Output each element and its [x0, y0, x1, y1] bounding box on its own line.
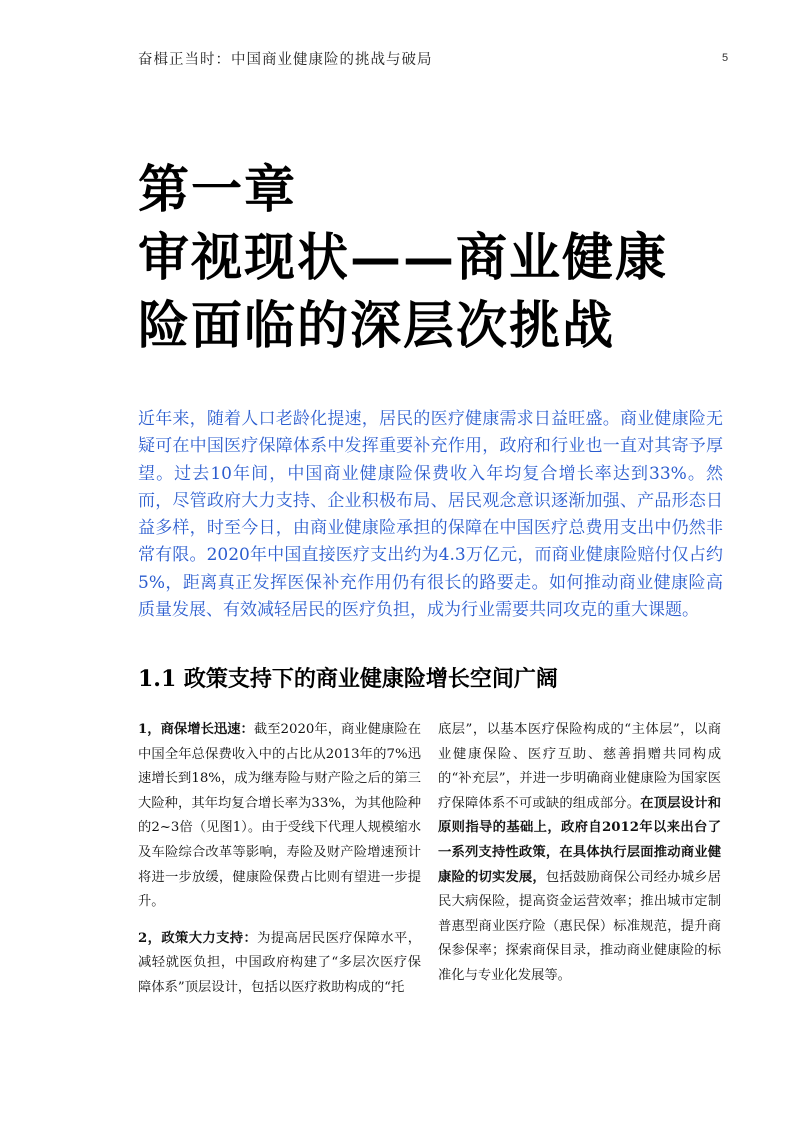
paragraph-continued-end: 包括鼓励商保公司经办城乡居民大病保险，提高资金运营效率；推出城市定制普惠型商业医疗险（惠民保）标准规范，提升商保参保率；探索商保目录，推动商业健康险的标准化与专业化发展等。: [438, 869, 722, 983]
paragraph-policy: [138, 927, 421, 1001]
right-column: [438, 718, 721, 1001]
paragraph-policy-lead: 2，政策大力支持：: [138, 930, 258, 946]
paragraph-policy-body: 为提高居民医疗保障水平，减轻就医负担，中国政府构建了“多层次医疗保障体系”顶层设计，包括以医疗救助构成的“托: [138, 930, 421, 995]
paragraph-growth-body: 截至2020年，商业健康险在中国全年总保费收入中的占比从2013年的7%迅速增长到18%，成为继寿险与财产险之后的第三大险种，其年均复合增长率为33%，为其他险种的2~3倍（见图1）。由于受线下代理人规模缩水及车险综合改革等影响，寿险及财产险增速预计将进一步放缓，健康险保费占比则有望进一步提升。: [138, 722, 421, 910]
paragraph-growth-lead: 1，商保增长迅速：: [138, 722, 254, 737]
chapter-title-line-1: 审视现状——商业健康: [138, 228, 669, 288]
running-header: 奋楫正当时：中国商业健康险的挑战与破局: [138, 52, 433, 68]
section-heading: 1.1 政策支持下的商业健康险增长空间广阔: [138, 666, 558, 692]
paragraph-policy-continued: [438, 718, 721, 989]
paragraph-growth: [138, 718, 421, 915]
page-number: 5: [722, 52, 729, 64]
lead-paragraph: 近年来，随着人口老龄化提速，居民的医疗健康需求日益旺盛。商业健康险无疑可在中国医疗保障体系中发挥重要补充作用，政府和行业也一直对其寄予厚望。过去10年间，中国商业健康险保费收入年均复合增长率达到33%。然而，尽管政府大力支持、企业积极布局、居民观念意识逐渐加强、产品形态日益多样，时至今日，由商业健康险承担的保障在中国医疗总费用支出中仍然非常有限。2020年中国直接医疗支出约为4.3万亿元，而商业健康险赔付仅占约5%，距离真正发挥医保补充作用仍有很长的路要走。如何推动商业健康险高质量发展、有效减轻居民的医疗负担，成为行业需要共同攻克的重大课题。: [138, 409, 723, 621]
paragraph-continued-bold: 在顶层设计和原则指导的基础上，政府自2012年以来出台了一系列支持性政策，在具体执行层面推动商业健康险的切实发展，: [438, 795, 722, 885]
chapter-number: 第一章: [138, 160, 298, 220]
left-column: [138, 718, 421, 1013]
chapter-title: [138, 156, 738, 360]
chapter-title-line-2: 险面临的深层次挑战: [138, 296, 616, 356]
paragraph-continued-start: 底层”，以基本医疗保险构成的“主体层”，以商业健康保险、医疗互助、慈善捐赠共同构成的“补充层”，并进一步明确商业健康险为国家医疗保障体系不可或缺的组成部分。: [438, 722, 721, 811]
